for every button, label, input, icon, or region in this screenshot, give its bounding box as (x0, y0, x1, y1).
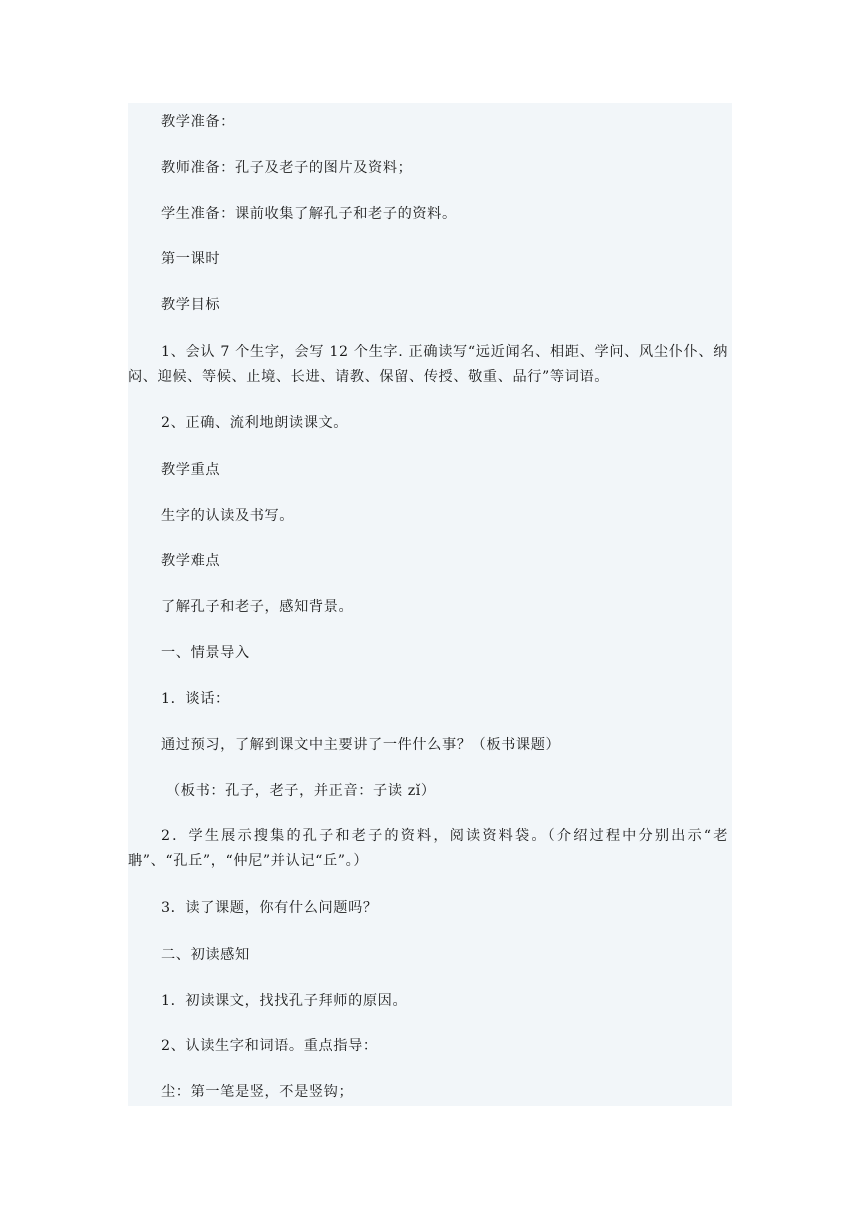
paragraph-first-read: 1．初读课文，找找孔子拜师的原因。 (161, 993, 408, 1009)
paragraph-teaching-preparation: 教学准备： (161, 114, 235, 130)
paragraph-section-1: 一、情景导入 (161, 645, 250, 661)
paragraph-student-preparation: 学生准备：课前收集了解孔子和老子的资料。 (161, 206, 457, 222)
paragraph-goal-1: 1、会认 7 个生字，会写 12 个生字. 正确读写“远近闻名、相距、学问、风尘仆仆、纳闷、迎候、等候、止境、长进、请教、保留、传授、敬重、品行”等词语。 (128, 344, 728, 385)
paragraph-question: 3．读了课题，你有什么问题吗？ (161, 900, 378, 916)
document-page (128, 103, 732, 1106)
paragraph-teaching-key: 教学重点 (161, 462, 221, 478)
paragraph-teacher-preparation: 教师准备：孔子及老子的图片及资料； (161, 160, 413, 176)
paragraph-key-content: 生字的认读及书写。 (161, 508, 295, 524)
paragraph-blackboard: （板书：孔子，老子，并正音：子读 zǐ） (166, 783, 436, 799)
paragraph-goal-2: 2、正确、流利地朗读课文。 (161, 415, 349, 431)
paragraph-chen-stroke: 尘：第一笔是竖，不是竖钩； (161, 1084, 354, 1100)
paragraph-teaching-goals: 教学目标 (161, 297, 221, 313)
paragraph-difficulty-content: 了解孔子和老子，感知背景。 (161, 599, 354, 615)
paragraph-teaching-difficulty: 教学难点 (161, 553, 221, 569)
paragraph-section-2: 二、初读感知 (161, 947, 250, 963)
paragraph-recognize-words: 2、认读生字和词语。重点指导： (161, 1038, 378, 1054)
paragraph-talk: 1．谈话： (161, 691, 230, 707)
paragraph-preview-question: 通过预习，了解到课文中主要讲了一件什么事？（板书课题） (161, 737, 561, 753)
paragraph-show-materials: 2．学生展示搜集的孔子和老子的资料，阅读资料袋。（介绍过程中分别出示“老聃”、“孔丘”，“仲尼”并认记“丘”。） (128, 828, 728, 869)
paragraph-first-lesson: 第一课时 (161, 251, 221, 267)
